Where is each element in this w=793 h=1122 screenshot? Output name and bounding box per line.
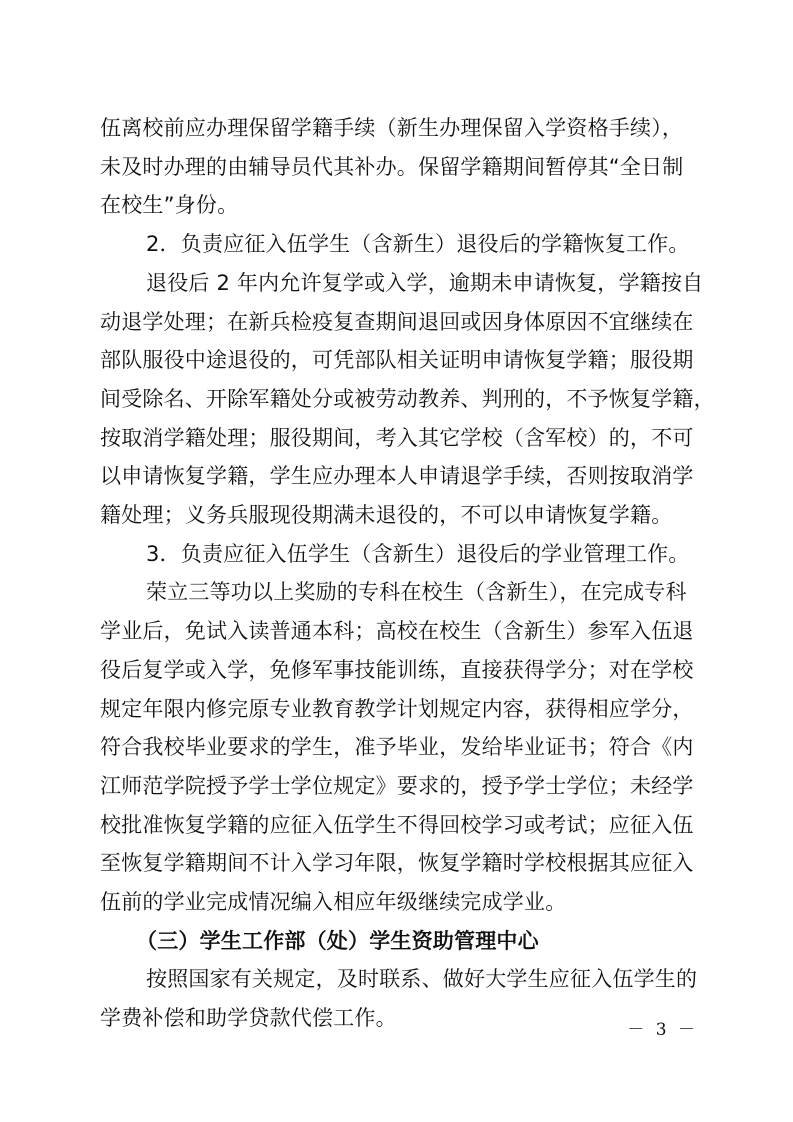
body-text-line-17: 符合我校毕业要求的学生，准予毕业，发给毕业证书；符合《内 — [100, 735, 694, 759]
body-text-line-11: 籍处理；义务兵服现役期满未退役的，不可以申请恢复学籍。 — [100, 503, 673, 527]
body-text-line-21: 伍前的学业完成情况编入相应年级继续完成学业。 — [100, 890, 567, 914]
body-text-line-8: 间受除名、开除军籍处分或被劳动教养、判刑的，不予恢复学籍， — [100, 387, 715, 411]
section-heading-3: 3．负责应征入伍学生（含新生）退役后的学业管理工作。 — [146, 542, 690, 566]
body-text-line-7: 部队服役中途退役的，可凭部队相关证明申请恢复学籍；服役期 — [100, 348, 694, 372]
body-text-line-14: 学业后，免试入读普通本科；高校在校生（含新生）参军入伍退 — [100, 619, 694, 643]
body-text-line-5: 退役后 2 年内允许复学或入学，逾期未申请恢复，学籍按自 — [146, 271, 704, 295]
body-text-line-16: 规定年限内修完原专业教育教学计划规定内容，获得相应学分， — [100, 697, 694, 721]
body-text-line-2: 未及时办理的由辅导员代其补办。保留学籍期间暂停其“全日制 — [100, 155, 684, 179]
body-text-line-6: 动退学处理；在新兵检疫复查期间退回或因身体原因不宜继续在 — [100, 310, 694, 334]
body-text-line-1: 伍离校前应办理保留学籍手续（新生办理保留入学资格手续）， — [100, 116, 684, 140]
body-text-line-24: 学费补偿和助学贷款代偿工作。 — [100, 1006, 397, 1030]
body-text-line-18: 江师范学院授予学士学位规定》要求的，授予学士学位；未经学 — [100, 774, 694, 798]
section-heading-student-aid: （三）学生工作部（处）学生资助管理中心 — [136, 929, 539, 953]
page-number: － 3 － — [627, 1020, 698, 1040]
body-text-line-10: 以申请恢复学籍，学生应办理本人申请退学手续，否则按取消学 — [100, 464, 694, 488]
body-text-line-3: 在校生”身份。 — [100, 193, 239, 217]
body-text-line-19: 校批准恢复学籍的应征入伍学生不得回校学习或考试；应征入伍 — [100, 813, 694, 837]
body-text-line-15: 役后复学或入学，免修军事技能训练，直接获得学分；对在学校 — [100, 658, 694, 682]
body-text-line-20: 至恢复学籍期间不计入学习年限，恢复学籍时学校根据其应征入 — [100, 851, 694, 875]
body-text-line-9: 按取消学籍处理；服役期间，考入其它学校（含军校）的，不可 — [100, 426, 694, 450]
body-text-line-13: 荣立三等功以上奖励的专科在校生（含新生），在完成专科 — [146, 580, 687, 604]
body-text-line-23: 按照国家有关规定，及时联系、做好大学生应征入伍学生的 — [146, 967, 698, 991]
section-heading-2: 2．负责应征入伍学生（含新生）退役后的学籍恢复工作。 — [146, 232, 690, 256]
